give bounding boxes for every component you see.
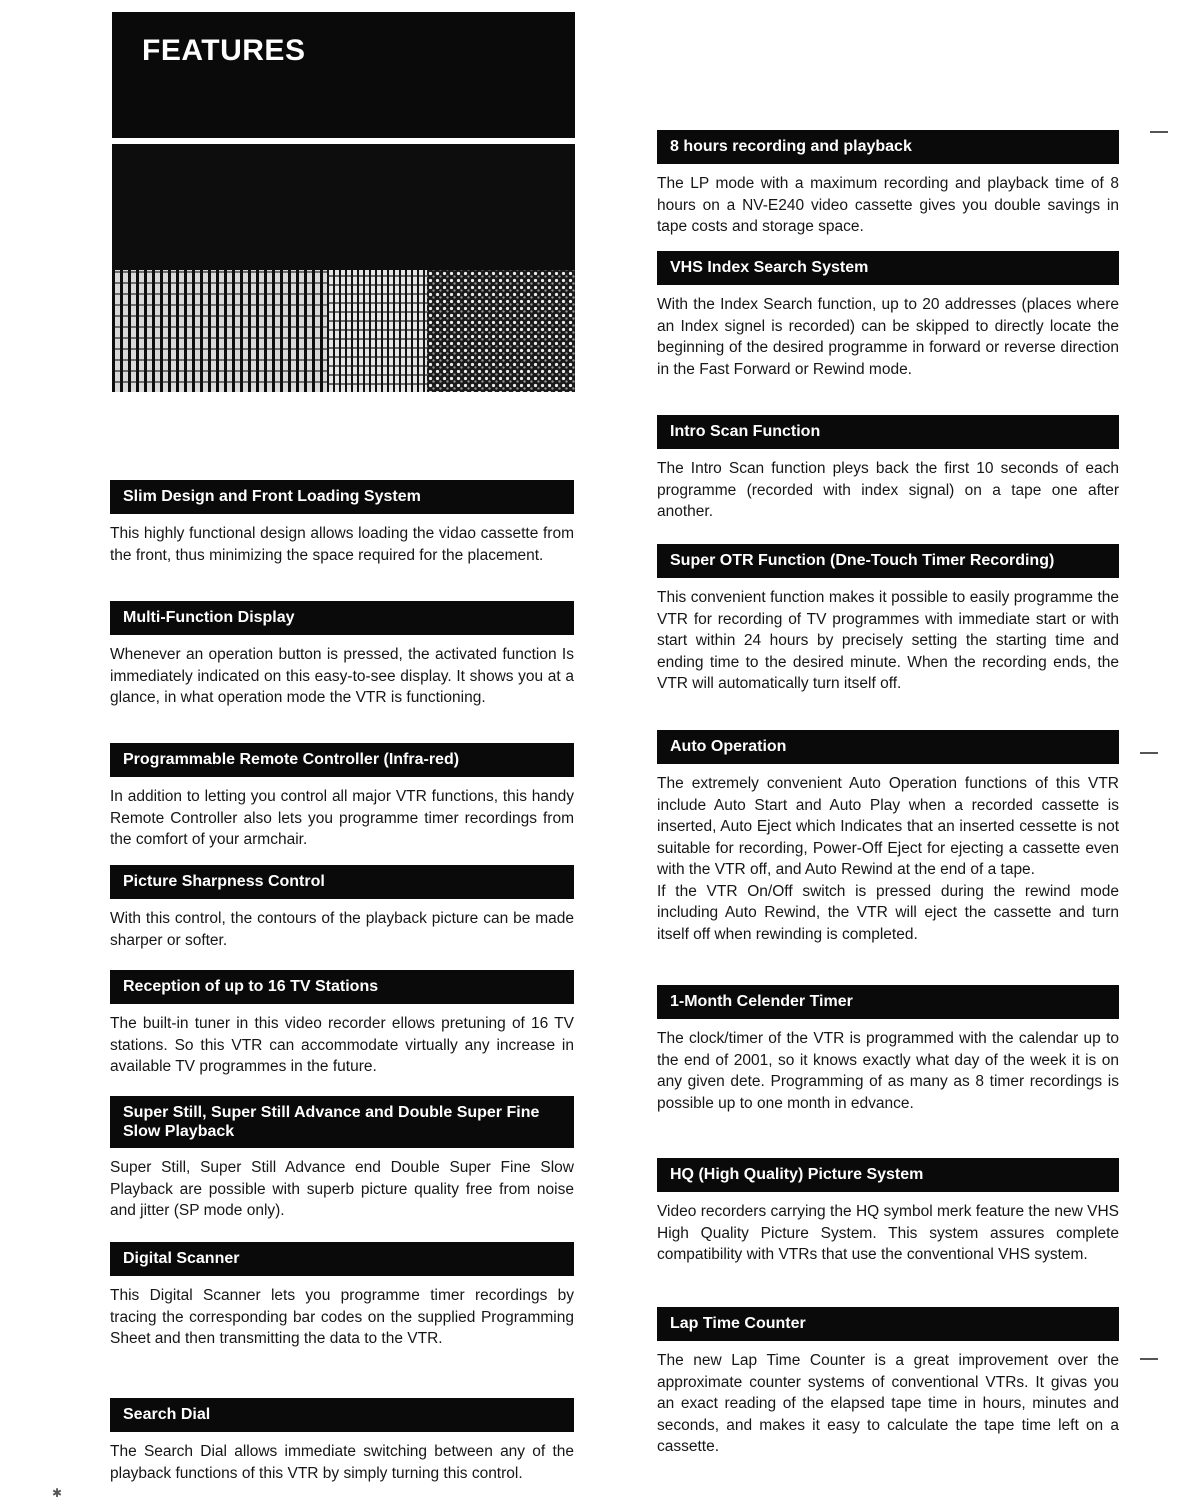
section-text: The extremely convenient Auto Operation functions of this VTR include Auto Start and Auto Play when a recorded cassette is inserted, Auto Eject which Indicates that an inserted cessette is not suitable for recording, Power-Off Eject for ejecting a cassette even with the VTR off, and Auto Rewind at the end of a tape. — [657, 775, 1119, 878]
scan-mark — [1140, 752, 1158, 754]
feature-section — [110, 1398, 574, 1484]
grill-pattern-left — [112, 270, 327, 392]
feature-section — [657, 130, 1119, 238]
section-text: The Search Dial allows immediate switching between any of the playback functions of this VTR by simply turning this control. — [110, 1443, 574, 1482]
section-heading: Multi-Function Display — [110, 601, 574, 635]
feature-section — [110, 1096, 574, 1222]
feature-section — [657, 415, 1119, 523]
section-text-continued: If the VTR On/Off switch is pressed during the rewind mode including Auto Rewind, the VTR will eject the cassette and turn itself off when rewinding is completed. — [657, 882, 1119, 943]
section-heading: 8 hours recording and playback — [657, 130, 1119, 164]
section-text: Video recorders carrying the HQ symbol merk feature the new VHS High Quality Picture System. This system assures complete compatibility with VTRs that use the conventional VHS system. — [657, 1203, 1119, 1263]
section-heading: Intro Scan Function — [657, 415, 1119, 449]
section-heading: Super Still, Super Still Advance and Double Super Fine Slow Playback — [110, 1096, 574, 1148]
section-text: With this control, the contours of the playback picture can be made sharper or softer. — [110, 910, 574, 949]
section-heading: Reception of up to 16 TV Stations — [110, 970, 574, 1004]
section-heading: Slim Design and Front Loading System — [110, 480, 574, 514]
section-text: This highly functional design allows loading the vidao cassette from the front, thus minimizing the space required for the placement. — [110, 525, 574, 564]
section-text: The clock/timer of the VTR is programmed with the calendar up to the end of 2001, so it knows exactly what day of the week it is on any given dete. Programming of as many as 8 timer recordings is possible up to one month in edvance. — [657, 1030, 1119, 1112]
section-heading: Digital Scanner — [110, 1242, 574, 1276]
title-banner — [112, 12, 575, 138]
section-heading: VHS Index Search System — [657, 251, 1119, 285]
section-heading: Search Dial — [110, 1398, 574, 1432]
speaker-grill-image — [112, 270, 575, 392]
section-heading: Programmable Remote Controller (Infra-red) — [110, 743, 574, 777]
section-text: The Intro Scan function pleys back the first 10 seconds of each programme (recorded with index signal) on a tape one after another. — [657, 460, 1119, 520]
scan-mark — [1150, 131, 1168, 133]
section-heading: Picture Sharpness Control — [110, 865, 574, 899]
scan-mark — [1140, 1358, 1158, 1360]
section-heading: Lap Time Counter — [657, 1307, 1119, 1341]
section-heading: Auto Operation — [657, 730, 1119, 764]
scan-speck-icon: ✱ — [52, 1486, 63, 1500]
feature-section — [110, 865, 574, 951]
feature-section — [657, 1158, 1119, 1266]
section-text: In addition to letting you control all major VTR functions, this handy Remote Controller also lets you programme timer recordings from the comfort of your armchair. — [110, 788, 574, 848]
section-heading: HQ (High Quality) Picture System — [657, 1158, 1119, 1192]
section-text: The built-in tuner in this video recorder ellows pretuning of 16 TV stations. So this VTR can accommodate virtually any increase in available TV programmes in the future. — [110, 1015, 574, 1075]
section-text: This Digital Scanner lets you programme timer recordings by tracing the corresponding bar codes on the supplied Programming Sheet and then transmitting the data to the VTR. — [110, 1287, 574, 1347]
feature-section — [110, 601, 574, 709]
section-text: Super Still, Super Still Advance end Double Super Fine Slow Playback are possible with superb picture quality free from noise and jitter (SP mode only). — [110, 1159, 574, 1219]
section-text: With the Index Search function, up to 20 addresses (places where an Index signel is recorded) can be skipped to directly locate the beginning of the desired programme in forward or reverse direction in the Fast Forward or Rewind mode. — [657, 296, 1119, 378]
section-text: The new Lap Time Counter is a great improvement over the approximate counter systems of conventional VTRs. It givas you an exact reading of the elapsed tape time in hours, minutes and seconds, and makes it easy to calculate the tape time left on a cassette. — [657, 1352, 1119, 1455]
feature-section — [110, 970, 574, 1078]
feature-section — [110, 743, 574, 851]
section-text: Whenever an operation button is pressed, the activated function Is immediately indicated on this easy-to-see display. It shows you at a glance, in what operation mode the VTR is functioning. — [110, 646, 574, 706]
page-title: FEATURES — [142, 34, 306, 67]
feature-section — [657, 730, 1119, 945]
feature-section — [657, 544, 1119, 695]
feature-section — [110, 1242, 574, 1350]
section-text: This convenient function makes it possible to easily programme the VTR for recording of TV programmes with immediate start or with start within 24 hours by precisely setting the starting time and ending time to the desired minute. When the recording ends, the VTR will automatically turn itself off. — [657, 589, 1119, 692]
feature-section — [657, 985, 1119, 1114]
section-heading: 1-Month Celender Timer — [657, 985, 1119, 1019]
grill-pattern-middle — [327, 270, 427, 392]
section-heading: Super OTR Function (Dne-Touch Timer Recording) — [657, 544, 1119, 578]
feature-section — [657, 1307, 1119, 1458]
feature-section — [110, 480, 574, 566]
grill-pattern-right — [427, 270, 575, 392]
product-photo — [112, 144, 575, 392]
feature-section — [657, 251, 1119, 380]
section-text: The LP mode with a maximum recording and playback time of 8 hours on a NV-E240 video cassette gives you double savings in tape costs and storage space. — [657, 175, 1119, 235]
